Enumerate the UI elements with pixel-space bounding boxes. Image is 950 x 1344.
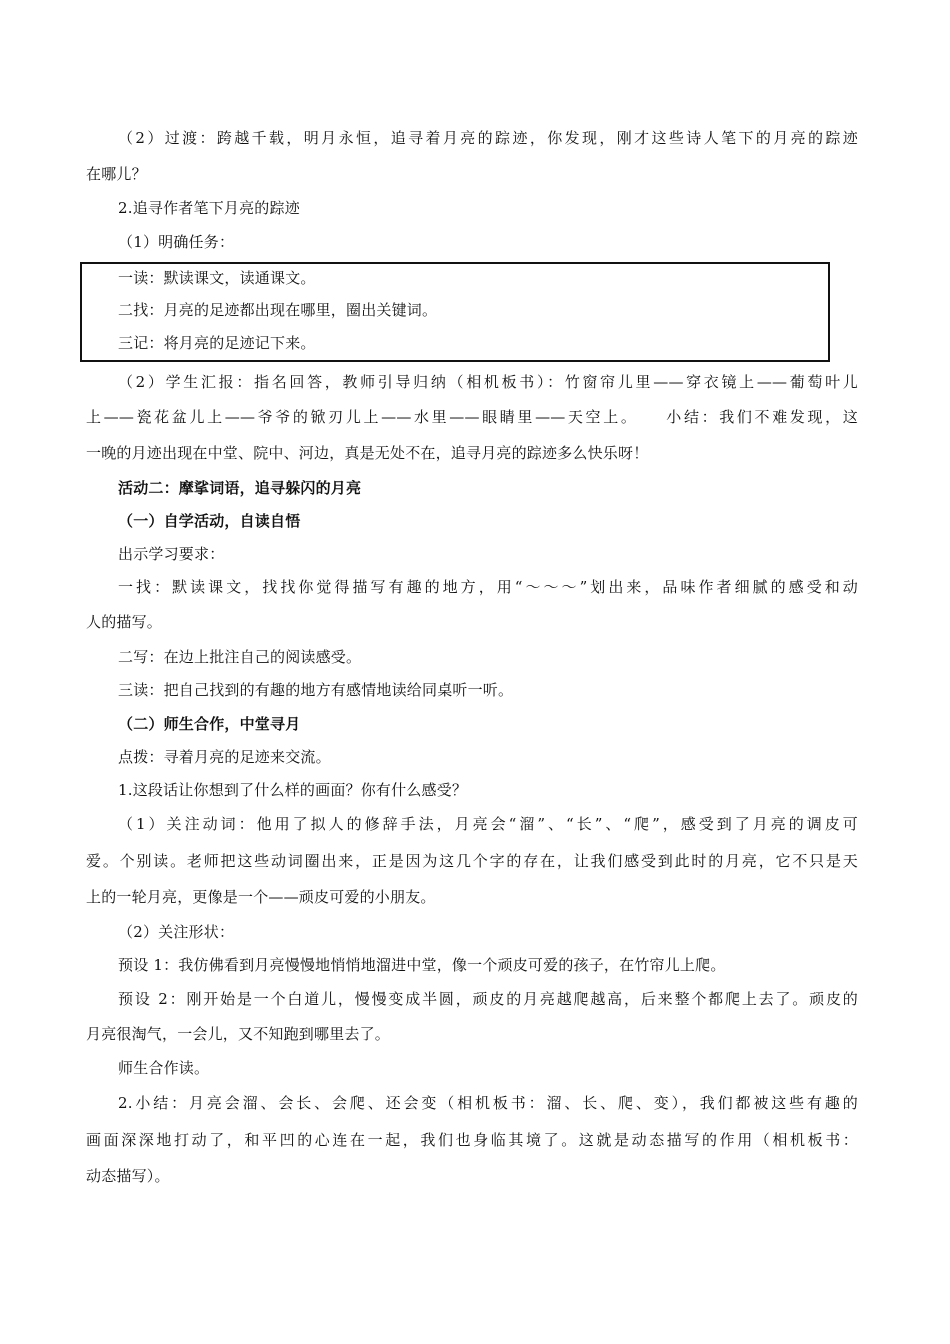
student-report-line-1: （2）学生汇报：指名回答，教师引导归纳（相机板书）：竹窗帘儿里——穿衣镜上——葡萄叶儿: [118, 373, 858, 391]
question-one: 1.这段话让你想到了什么样的画面？你有什么感受？: [118, 781, 468, 799]
task-heading: （1）明确任务：: [118, 233, 235, 251]
section-two-heading: （二）师生合作，中堂寻月: [118, 715, 301, 733]
requirement-find-line-2: 人的描写。: [86, 613, 163, 631]
learning-requirements-label: 出示学习要求：: [118, 545, 225, 563]
answer-verbs-line-2: 爱。个别读。老师把这些动词圈出来，正是因为这几个字的存在，让我们感受到此时的月亮，它不只是天: [86, 852, 858, 870]
activity-two-heading: 活动二：摩挲词语，追寻躲闪的月亮: [118, 479, 362, 497]
requirement-find-line-1: 一找：默读课文，找找你觉得描写有趣的地方，用“～～～”划出来，品味作者细腻的感受和动: [118, 578, 858, 596]
student-report-line-2: 上——瓷花盆儿上——爷爷的锨刃儿上——水里——眼睛里——天空上。 小结：我们不难发现，这: [86, 408, 858, 426]
answer-verbs-line-1: （1）关注动词：他用了拟人的修辞手法，月亮会“溜”、“长”、“爬”，感受到了月亮的调皮可: [118, 815, 858, 833]
summary-line-3: 动态描写）。: [86, 1167, 170, 1185]
summary-line-1: 2.小结：月亮会溜、会长、会爬、还会变（相机板书：溜、长、爬、变），我们都被这些有趣的: [118, 1094, 858, 1112]
task-item-find: 二找：月亮的足迹都出现在哪里，圈出关键词。: [118, 301, 438, 319]
answer-verbs-line-3: 上的一轮月亮，更像是一个——顽皮可爱的小朋友。: [86, 888, 436, 906]
summary-line-2: 画面深深地打动了，和平凹的心连在一起，我们也身临其境了。这就是动态描写的作用（相机板书：: [86, 1131, 858, 1149]
co-reading-note: 师生合作读。: [118, 1059, 210, 1077]
requirement-write: 二写：在边上批注自己的阅读感受。: [118, 648, 362, 666]
heading-trace-moon: 2.追寻作者笔下月亮的踪迹: [118, 199, 300, 217]
preset-one: 预设 1：我仿佛看到月亮慢慢地悄悄地溜进中堂，像一个顽皮可爱的孩子，在竹帘儿上爬。: [118, 956, 726, 974]
paragraph-transition-line-2: 在哪儿？: [86, 165, 147, 183]
answer-shape-heading: （2）关注形状：: [118, 923, 235, 941]
section-one-heading: （一）自学活动，自读自悟: [118, 512, 301, 530]
student-report-line-3: 一晚的月迹出现在中堂、院中、河边，真是无处不在，追寻月亮的踪迹多么快乐呀！: [86, 444, 649, 462]
preset-two-line-1: 预设 2：刚开始是一个白道儿，慢慢变成半圆，顽皮的月亮越爬越高，后来整个都爬上去了。顽皮的: [118, 990, 858, 1008]
requirement-read: 三读：把自己找到的有趣的地方有感情地读给同桌听一听。: [118, 681, 514, 699]
hint-text: 点拨：寻着月亮的足迹来交流。: [118, 748, 331, 766]
task-item-record: 三记：将月亮的足迹记下来。: [118, 334, 316, 352]
task-item-read: 一读：默读课文，读通课文。: [118, 269, 316, 287]
paragraph-transition-line-1: （2）过渡：跨越千载，明月永恒，追寻着月亮的踪迹，你发现，刚才这些诗人笔下的月亮的踪迹: [118, 129, 858, 147]
preset-two-line-2: 月亮很淘气，一会儿，又不知跑到哪里去了。: [86, 1025, 391, 1043]
